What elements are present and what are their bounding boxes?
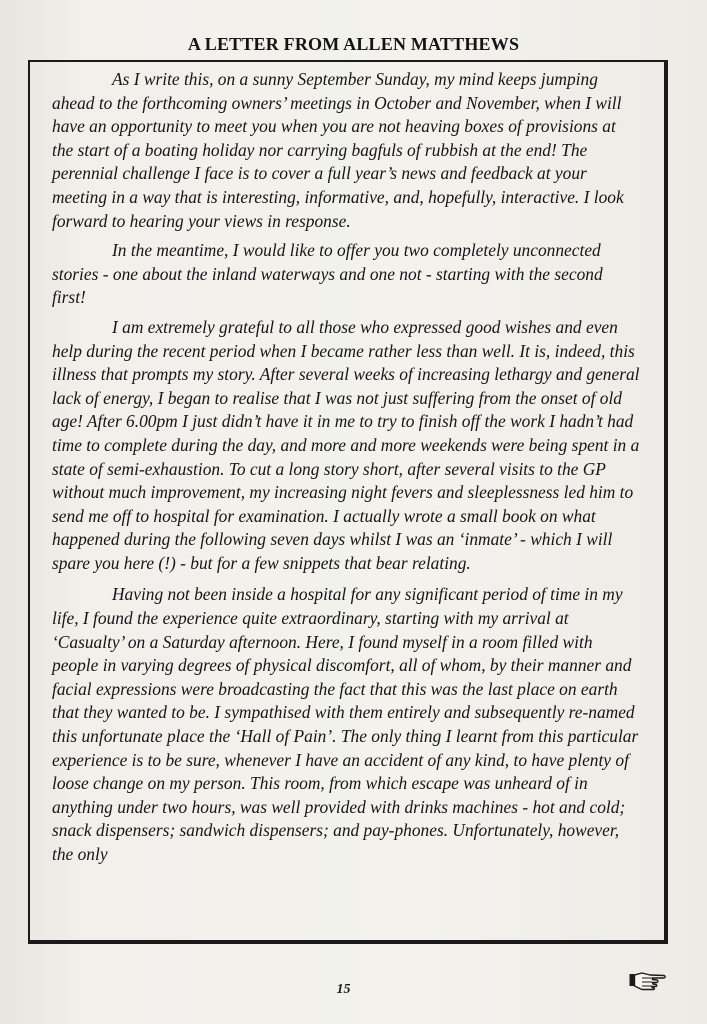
letter-frame <box>28 60 668 944</box>
paragraph-1: As I write this, on a sunny September Sunday, my mind keeps jumping ahead to the forthcoming owners’ meetings in October and November, when I will have an opportunity to meet you when you are not heaving boxes of provisions at the start of a boating holiday nor carrying bagfuls of rubbish at the end! The perennial challenge I face is to cover a full year’s news and feedback at your meeting in a way that is interesting, informative, and, hopefully, interactive. I look forward to hearing your views in response. <box>52 69 624 231</box>
paragraph-3: I am extremely grateful to all those who expressed good wishes and even help during the recent period when I became rather less than well. It is, indeed, this illness that prompts my story. After several weeks of increasing lethargy and general lack of energy, I began to realise that I was not just suffering from the onset of old age! After 6.00pm I just didn’t have it in me to try to finish off the work I hadn’t had time to complete during the day, and more and more weekends were being spent in a state of semi-exhaustion. To cut a long story short, after several visits to the GP without much improvement, my increasing night fevers and sleeplessness led him to send me off to hospital for examination. I actually wrote a small book on what happened during the following seven days whilst I was an ‘inmate’ - which I will spare you here (!) - but for a few snippets that bear relating. <box>52 316 640 573</box>
page-number: 15 <box>336 982 351 997</box>
pointing-hand-icon <box>628 968 668 992</box>
paragraph-4: Having not been inside a hospital for any significant period of time in my life, I found the experience quite extraordinary, starting with my arrival at ‘Casualty’ on a Saturday afternoon. Here, I found myself in a room filled with people in varying degrees of physical discomfort, all of whom, by their manner and facial expressions were broadcasting the fact that this was the last place on earth that they wanted to be. I sympathised with them entirely and subsequently re-named this unfortunate place the ‘Hall of Pain’. The only thing I learnt from this particular experience is to be sure, whenever I have an accident of any kind, to have plenty of loose change on my person. This room, from which escape was unheard of in anything under two hours, was well provided with drinks machines - hot and cold; snack dispensers; sandwich dispensers; and pay-phones. Unfortunately, however, the only <box>52 584 639 864</box>
paragraph-2: In the meantime, I would like to offer you two completely unconnected stories - one about the inland waterways and one not - starting with the second first! <box>52 240 603 308</box>
letter-title: A LETTER FROM ALLEN MATTHEWS <box>187 34 520 54</box>
